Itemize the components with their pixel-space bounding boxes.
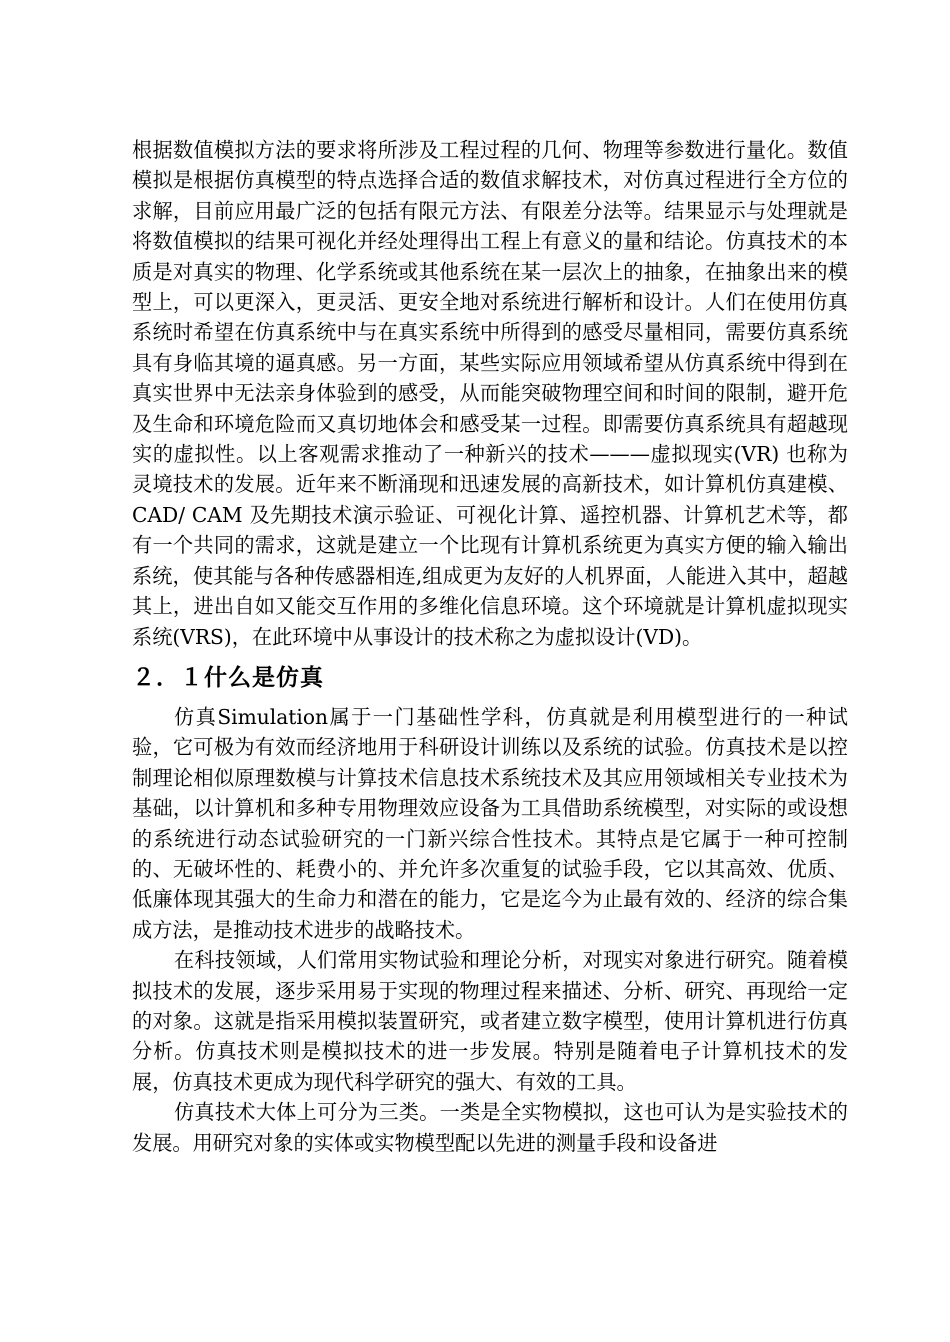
body-paragraph-3: 仿真技术大体上可分为三类。一类是全实物模拟，这也可认为是实验技术的发展。用研究对象的实体或实物模型配以先进的测量手段和设备进 (132, 1100, 848, 1155)
intro-paragraph: 根据数值模拟方法的要求将所涉及工程过程的几何、物理等参数进行量化。数值模拟是根据仿真模型的特点选择合适的数值求解技术，对仿真过程进行全方位的求解，目前应用最广泛的包括有限元方法、有限差分法等。结果显示与处理就是将数值模拟的结果可视化并经处理得出工程上有意义的量和结论。仿真技术的本质是对真实的物理、化学系统或其他系统在某一层次上的抽象，在抽象出来的模型上，可以更深入，更灵活、更安全地对系统进行解析和设计。人们在使用仿真系统时希望在仿真系统中与在真实系统中所得到的感受尽量相同，需要仿真系统具有身临其境的逼真感。另一方面，某些实际应用领域希望从仿真系统中得到在真实世界中无法亲身体验到的感受，从而能突破物理空间和时间的限制，避开危及生命和环境危险而又真切地体会和感受某一过程。即需要仿真系统具有超越现实的虚拟性。以上客观需求推动了一种新兴的技术———虚拟现实(VR) 也称为灵境技术的发展。近年来不断涌现和迅速发展的高新技术，如计算机仿真建模、CAD/ CAM 及先期技术演示验证、可视化计算、遥控机器、计算机艺术等，都有一个共同的需求，这就是建立一个比现有计算机系统更为真实方便的输入输出系统，使其能与各种传感器相连,组成更为友好的人机界面，人能进入其中，超越其上，进出自如又能交互作用的多维化信息环境。这个环境就是计算机虚拟现实系统(VRS)，在此环境中从事设计的技术称之为虚拟设计(VD)。 (132, 138, 848, 649)
body-paragraph-1: 仿真Simulation属于一门基础性学科，仿真就是利用模型进行的一种试验，它可极为有效而经济地用于科研设计训练以及系统的试验。仿真技术是以控制理论相似原理数模与计算技术信息技术系统技术及其应用领域相关专业技术为基础，以计算机和多种专用物理效应设备为工具借助系统模型，对实际的或设想的系统进行动态试验研究的一门新兴综合性技术。其特点是它属于一种可控制的、无破坏性的、耗费小的、并允许多次重复的试验手段，它以其高效、优质、低廉体现其强大的生命力和潜在的能力，它是迄今为止最有效的、经济的综合集成方法，是推动技术进步的战略技术。 (132, 704, 848, 942)
section-heading: ２．１什么是仿真 (132, 664, 324, 691)
document-page (132, 135, 848, 1158)
body-paragraph-2: 在科技领域，人们常用实物试验和理论分析，对现实对象进行研究。随着模拟技术的发展，逐步采用易于实现的物理过程来描述、分析、研究、再现给一定的对象。这就是指采用模拟装置研究，或者建立数字模型，使用计算机进行仿真分析。仿真技术则是模拟技术的进一步发展。特别是随着电子计算机技术的发展，仿真技术更成为现代科学研究的强大、有效的工具。 (132, 948, 848, 1094)
